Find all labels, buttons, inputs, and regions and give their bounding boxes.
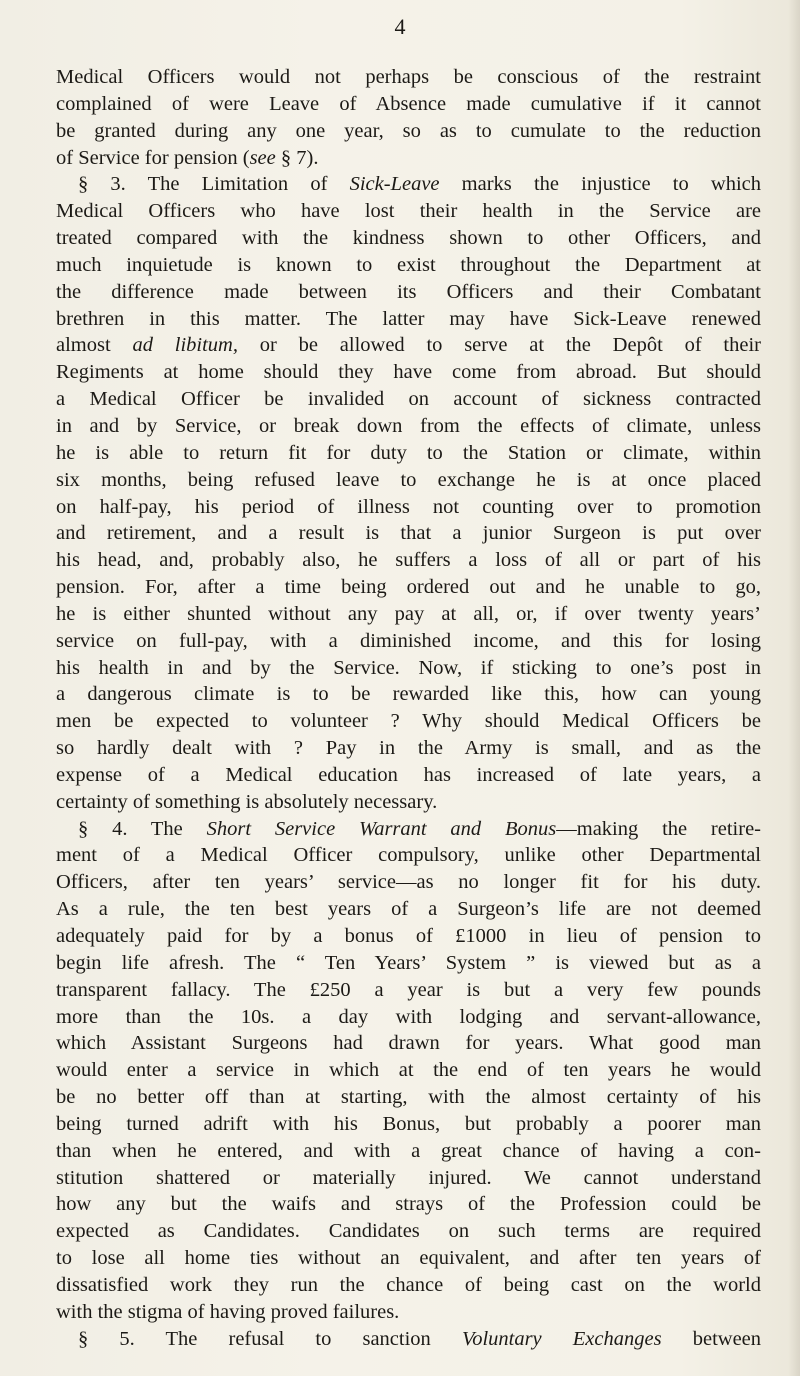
text-line [56,977,761,1004]
text-line [56,923,761,950]
text-segment: pension. For, after a time being ordered out and he unable to go, [56,576,761,599]
text-line [56,494,761,521]
text-segment: almost [56,334,133,357]
page-edge-shadow [788,0,800,1376]
text-segment: in and by Service, or break down from the effects of climate, unless [56,414,761,437]
text-line [56,762,761,789]
text-line [56,91,761,118]
text-line [56,628,761,655]
text-line [56,789,761,816]
text-segment: Medical Officers would not perhaps be conscious of the restraint [56,66,761,88]
text-line [56,1030,761,1057]
body-text [56,64,761,1353]
text-line [56,413,761,440]
text-segment: complained of were Leave of Absence made cumulative if it cannot [56,92,761,115]
text-segment: so hardly dealt with ? Pay in the Army is small, and as the [56,737,761,760]
text-segment: on half-pay, his period of illness not counting over to promotion [56,495,761,518]
text-segment: Regiments at home should they have come from abroad. But should [56,361,761,384]
text-segment: would enter a service in which at the end of ten years he would [56,1059,761,1082]
text-segment: much inquietude is known to exist throughout the Department at [56,253,761,276]
text-line [56,869,761,896]
text-line [56,1191,761,1218]
text-line [56,681,761,708]
text-line [56,574,761,601]
text-segment: with the stigma of having proved failures. [56,1300,400,1323]
text-segment: men be expected to volunteer ? Why should Medical Officers be [56,710,761,733]
text-segment: of Service for pension ( [56,146,250,169]
italic-text: see [249,146,276,169]
text-line [56,1084,761,1111]
text-segment: how any but the waifs and strays of the Profession could be [56,1193,761,1216]
text-line [56,1057,761,1084]
text-segment: Officers, after ten years’ service—as no longer fit for his duty. [56,871,761,894]
text-line [56,520,761,547]
text-segment: As a rule, the ten best years of a Surgeon’s life are not deemed [56,898,761,921]
text-line [56,1165,761,1192]
text-segment: brethren in this matter. The latter may have Sick-Leave renewed [56,307,761,330]
text-segment: treated compared with the kindness shown to other Officers, and [56,227,761,250]
text-line [56,896,761,923]
text-segment: a Medical Officer be invalided on account of sickness contracted [56,388,761,411]
text-segment: adequately paid for by a bonus of £1000 in lieu of pension to [56,925,761,947]
text-segment: certainty of something is absolutely necessary. [56,790,438,813]
text-line [56,1299,761,1326]
italic-text: Sick-Leave [349,173,440,196]
text-line [56,332,761,359]
text-segment: to lose all home ties without an equivalent, and after ten years of [56,1247,761,1270]
text-segment: be granted during any one year, so as to cumulate to the reduction [56,119,761,142]
text-segment: being turned adrift with his Bonus, but probably a poorer man [56,1112,761,1135]
text-segment: Medical Officers who have lost their health in the Service are [56,200,761,223]
text-line [56,1004,761,1031]
text-segment: ment of a Medical Officer compulsory, unlike other Departmental [56,844,761,867]
text-line [56,64,761,91]
text-line [56,145,761,172]
text-segment: § 7). [275,146,319,169]
text-line [56,708,761,735]
text-segment: stitution shattered or materially injured. We cannot understand [56,1166,761,1189]
text-line [56,118,761,145]
text-line [56,1138,761,1165]
text-line [56,816,761,843]
italic-text: ad libitum, [132,334,238,357]
text-line [56,842,761,869]
text-segment: —making the retire- [556,817,761,840]
text-line [56,547,761,574]
text-segment: he is able to return fit for duty to the Station or climate, within [56,441,761,464]
text-line [56,1326,761,1353]
text-line [56,1111,761,1138]
text-line [56,252,761,279]
text-segment: a dangerous climate is to be rewarded like this, how can young [56,683,761,706]
text-segment: transparent fallacy. The £250 a year is but a very few pounds [56,978,761,1001]
text-line [56,655,761,682]
text-segment: he is either shunted without any pay at all, or, if over twenty years’ [56,602,761,625]
text-line [56,1218,761,1245]
text-segment: and retirement, and a result is that a junior Surgeon is put over [56,522,761,545]
text-line [56,440,761,467]
text-segment: § 4. The [78,817,207,840]
text-line [56,1272,761,1299]
text-segment: six months, being refused leave to exchange he is at once placed [56,468,761,491]
text-line [56,171,761,198]
text-segment: dissatisfied work they run the chance of being cast on the world [56,1273,761,1296]
text-segment: than when he entered, and with a great chance of having a con- [56,1139,761,1162]
text-segment: begin life afresh. The “ Ten Years’ System ” is viewed but as a [56,951,761,974]
text-segment: his head, and, probably also, he suffers a loss of all or part of his [56,549,761,572]
text-segment: which Assistant Surgeons had drawn for years. What good man [56,1032,761,1055]
text-segment: service on full-pay, with a diminished income, and this for losing [56,629,761,652]
italic-text: Voluntary Exchanges [461,1327,662,1350]
text-line [56,198,761,225]
text-segment: § 5. The refusal to sanction [78,1327,462,1350]
text-segment: expense of a Medical education has increased of late years, a [56,763,761,786]
text-line [56,735,761,762]
text-segment: expected as Candidates. Candidates on such terms are required [56,1220,761,1243]
text-line [56,467,761,494]
text-segment: his health in and by the Service. Now, if sticking to one’s post in [56,656,761,679]
text-line [56,950,761,977]
italic-text: Short Service Warrant and Bonus [206,817,557,840]
text-line [56,386,761,413]
text-segment: be no better off than at starting, with the almost certainty of his [56,1086,761,1109]
text-segment: between [661,1327,762,1350]
text-segment: more than the 10s. a day with lodging and servant-allowance, [56,1005,761,1028]
text-line [56,225,761,252]
text-line [56,601,761,628]
text-segment: § 3. The Limitation of [78,173,350,196]
text-line [56,1245,761,1272]
text-segment: the difference made between its Officers and their Combatant [56,280,761,303]
text-line [56,306,761,333]
text-line [56,359,761,386]
text-segment: or be allowed to serve at the Depôt of their [237,334,761,357]
text-line [56,279,761,306]
page-number: 4 [394,14,406,39]
text-segment: marks the injustice to which [439,173,761,196]
